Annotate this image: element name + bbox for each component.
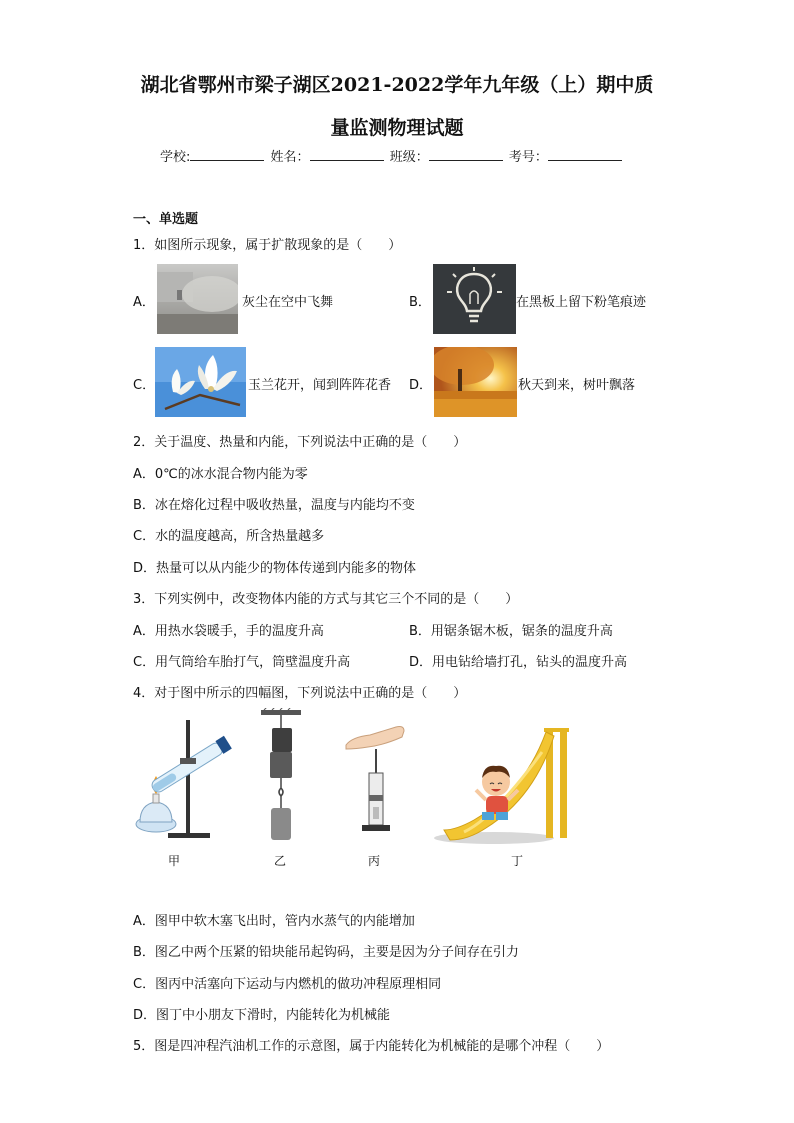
q4-figure-ding-slide: [434, 722, 574, 846]
q1-option-d-letter: D．: [409, 378, 433, 393]
q4-figure-label-jia: 甲: [168, 854, 181, 868]
q4-stem: 4．对于图中所示的四幅图，下列说法中正确的是（ ）: [133, 686, 467, 701]
q5-stem: 5．图是四冲程汽油机工作的示意图，属于内能转化为机械能的是哪个冲程（ ）: [133, 1039, 610, 1054]
q4-figure-label-ding: 丁: [511, 854, 524, 868]
section-heading: 一、单选题: [133, 212, 199, 227]
q1-image-dust: [157, 264, 238, 334]
q2-stem: 2．关于温度、热量和内能，下列说法中正确的是（ ）: [133, 435, 467, 450]
q4-figure-jia-test-tube: [132, 712, 242, 842]
student-info-row: [160, 146, 624, 165]
q1-option-a-text: 灰尘在空中飞舞: [242, 295, 334, 310]
q4-figure-bing-piston: [344, 715, 406, 840]
q2-option-c: C．水的温度越高，所含热量越多: [133, 529, 325, 544]
q3-option-b: B．用锯条锯木板，锯条的温度升高: [409, 624, 613, 639]
q1-image-autumn-leaves: [434, 347, 517, 417]
q3-option-a: A．用热水袋暖手，手的温度升高: [133, 624, 324, 639]
q4-figure-label-yi: 乙: [274, 854, 287, 868]
q3-option-c: C．用气筒给车胎打气，筒壁温度升高: [133, 655, 351, 670]
q1-image-chalkboard: [433, 264, 516, 334]
class-label: 班级：: [389, 150, 429, 165]
q2-option-b: B．冰在熔化过程中吸收热量，温度与内能均不变: [133, 498, 415, 513]
q1-option-b-letter: B．: [409, 295, 431, 310]
class-blank[interactable]: [429, 148, 503, 161]
q1-option-a-letter: A．: [133, 295, 155, 310]
school-blank[interactable]: [190, 148, 264, 161]
q4-option-c: C．图丙中活塞向下运动与内燃机的做功冲程原理相同: [133, 977, 442, 992]
q4-figure-yi-lead-blocks: [258, 708, 304, 848]
q3-stem: 3．下列实例中，改变物体内能的方式与其它三个不同的是（ ）: [133, 592, 519, 607]
q3-option-d: D．用电钻给墙打孔，钻头的温度升高: [409, 655, 628, 670]
q1-option-c-letter: C．: [133, 378, 156, 393]
q4-option-d: D．图丁中小朋友下滑时，内能转化为机械能: [133, 1008, 391, 1023]
q2-option-d: D．热量可以从内能少的物体传递到内能多的物体: [133, 561, 417, 576]
exam-number-blank[interactable]: [548, 148, 622, 161]
name-label: 姓名：: [270, 150, 310, 165]
q2-option-a: A．0℃的冰水混合物内能为零: [133, 467, 308, 482]
exam-title-line-1: 湖北省鄂州市梁子湖区2021-2022学年九年级（上）期中质: [140, 74, 654, 96]
exam-number-label: 考号：: [508, 150, 548, 165]
q4-option-b: B．图乙中两个压紧的铅块能吊起钩码，主要是因为分子间存在引力: [133, 945, 519, 960]
q1-stem: 1．如图所示现象，属于扩散现象的是（ ）: [133, 238, 402, 253]
q1-image-magnolia: [155, 347, 246, 417]
exam-title-line-2: 量监测物理试题: [330, 117, 464, 139]
q1-option-b-text: 在黑板上留下粉笔痕迹: [516, 295, 647, 310]
q4-figure-label-bing: 丙: [368, 854, 381, 868]
q1-option-c-text: 玉兰花开，闻到阵阵花香: [248, 378, 392, 393]
school-label: 学校:: [160, 150, 191, 165]
q4-option-a: A．图甲中软木塞飞出时，管内水蒸气的内能增加: [133, 914, 415, 929]
q1-option-d-text: 秋天到来，树叶飘落: [518, 378, 636, 393]
name-blank[interactable]: [310, 148, 384, 161]
